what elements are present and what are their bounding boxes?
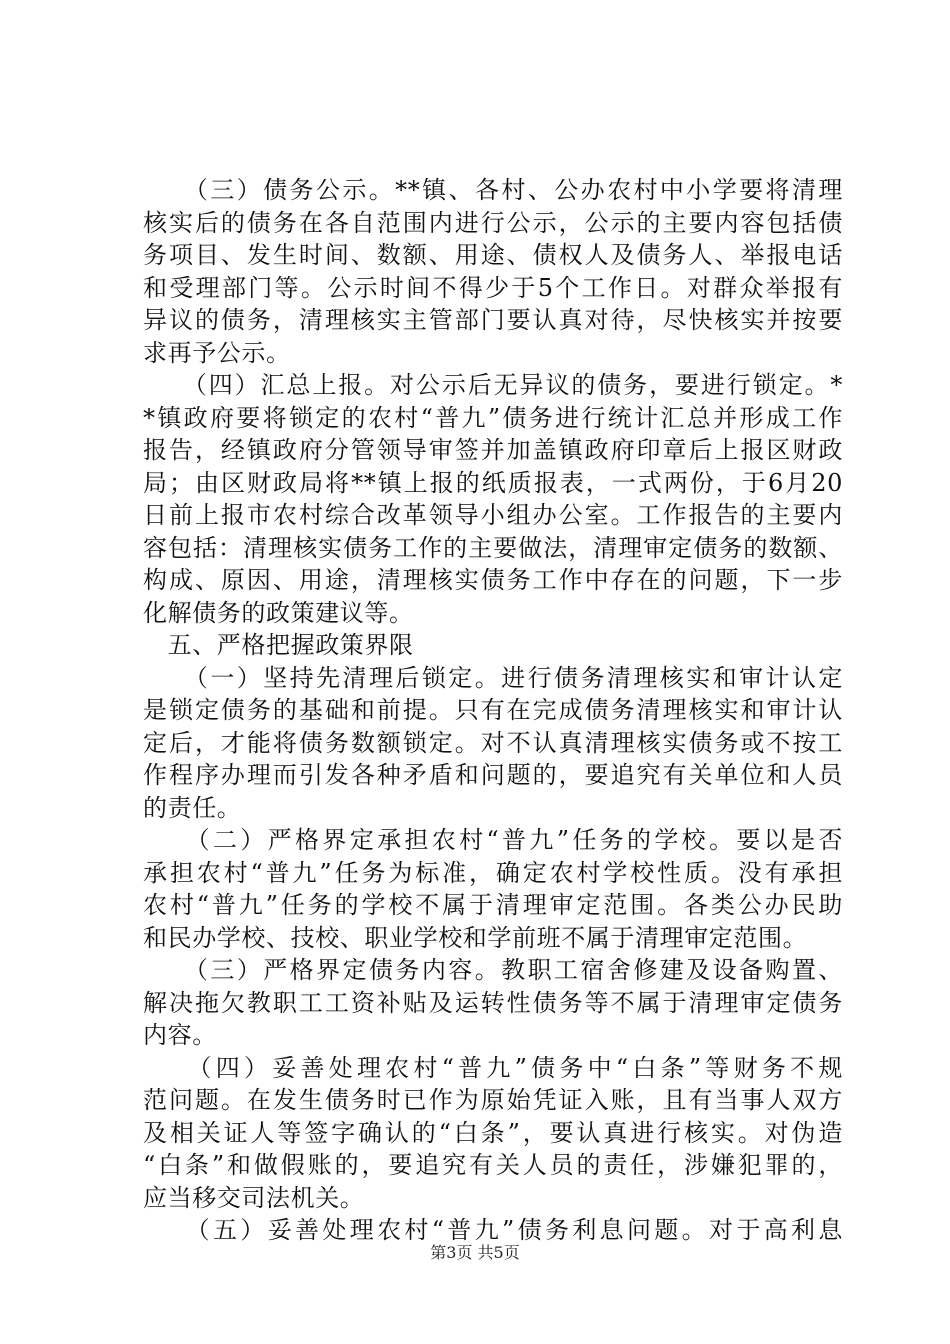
text-line: 范问题。在发生债务时已作为原始凭证入账，且有当事人双方 [143,1086,843,1114]
text-line: 五、严格把握政策界限 [143,631,414,659]
text-line: 异议的债务，清理核实主管部门要认真对待，尽快核实并按要 [143,306,843,334]
text-line: 构成、原因、用途，清理核实债务工作中存在的问题，下一步 [143,566,843,594]
page-footer: 第3页 共5页 [430,1243,520,1262]
text-line: 农村“普九”任务的学校不属于清理审定范围。各类公办民助 [143,891,843,919]
text-line: 的责任。 [143,793,242,822]
text-line: （一）坚持先清理后锁定。进行债务清理核实和审计认定 [143,663,843,692]
text-line: 及相关证人等签字确认的“白条”，要认真进行核实。对伪造 [143,1118,843,1147]
text-line: 是锁定债务的基础和前提。只有在完成债务清理核实和审计认 [143,696,843,724]
text-line: （五）妥善处理农村“普九”债务利息问题。对于高利息 [143,1216,843,1244]
text-line: （二）严格界定承担农村“普九”任务的学校。要以是否 [143,826,843,854]
text-line: 和受理部门等。公示时间不得少于5个工作日。对群众举报有 [143,273,843,302]
text-line: *镇政府要将锁定的农村“普九”债务进行统计汇总并形成工作 [143,403,843,432]
text-line: （四）汇总上报。对公示后无异议的债务，要进行锁定。* [143,371,843,399]
text-line: 报告，经镇政府分管领导审签并加盖镇政府印章后上报区财政 [143,436,843,464]
text-line: （三）债务公示。**镇、各村、公办农村中小学要将清理 [143,176,843,204]
text-line: 求再予公示。 [143,338,291,367]
text-line: （三）严格界定债务内容。教职工宿舍修建及设备购置、 [143,956,843,984]
text-line: 务项目、发生时间、数额、用途、债权人及债务人、举报电话 [143,241,843,269]
text-line: 作程序办理而引发各种矛盾和问题的，要追究有关单位和人员 [143,761,843,789]
text-line: 解决拖欠教职工工资补贴及运转性债务等不属于清理审定债务 [143,988,843,1017]
text-line: 化解债务的政策建议等。 [143,598,414,627]
text-line: 定后，才能将债务数额锁定。对不认真清理核实债务或不按工 [143,728,843,757]
text-line: 内容。 [143,1021,217,1049]
text-line: 和民办学校、技校、职业学校和学前班不属于清理审定范围。 [143,923,808,952]
text-line: 日前上报市农村综合改革领导小组办公室。工作报告的主要内 [143,501,843,529]
text-line: 容包括：清理核实债务工作的主要做法，清理审定债务的数额、 [143,533,843,562]
text-line: （四）妥善处理农村“普九”债务中“白条”等财务不规 [143,1053,843,1082]
text-line: 局；由区财政局将**镇上报的纸质报表，一式两份，于6月20 [143,468,843,497]
text-line: 应当移交司法机关。 [143,1183,365,1212]
text-line: 核实后的债务在各自范围内进行公示，公示的主要内容包括债 [143,208,843,237]
document-body [143,174,843,1247]
text-line: 承担农村“普九”任务为标准，确定农村学校性质。没有承担 [143,858,843,887]
text-line: “白条”和做假账的，要追究有关人员的责任，涉嫌犯罪的， [143,1151,843,1179]
